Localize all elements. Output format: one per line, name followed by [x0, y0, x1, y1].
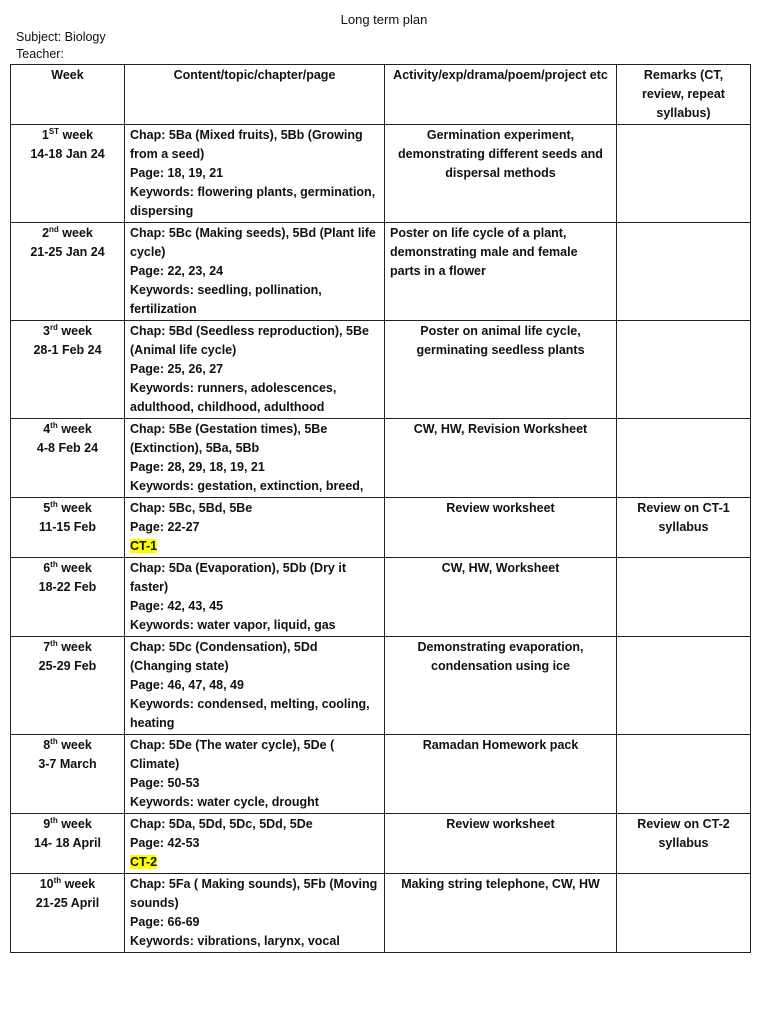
content-line: Chap: 5Da (Evaporation), 5Db (Dry it faster) [130, 561, 346, 594]
content-line: Page: 46, 47, 48, 49 [130, 678, 244, 692]
content-line: Chap: 5Bc, 5Bd, 5Be [130, 501, 253, 515]
week-dates: 14- 18 April [34, 836, 101, 850]
week-label [16, 875, 119, 894]
content-line: Chap: 5Da, 5Dd, 5Dc, 5Dd, 5De [130, 817, 313, 831]
week-ordinal-suffix: th [50, 421, 58, 430]
week-dates: 18-22 Feb [38, 580, 97, 594]
activity-cell: Poster on animal life cycle, germinating seedless plants [385, 321, 617, 419]
class-test-badge: CT-2 [130, 855, 158, 869]
content-line: Page: 66-69 [130, 915, 200, 929]
activity-cell: Review worksheet [385, 498, 617, 558]
week-number: 3 [42, 324, 50, 338]
content-line: Page: 28, 29, 18, 19, 21 [130, 460, 265, 474]
table-header-row [11, 65, 751, 125]
table-row [11, 814, 751, 874]
content-cell [125, 558, 385, 637]
content-line: Keywords: flowering plants, germination, dispersing [130, 185, 376, 218]
content-cell [125, 223, 385, 321]
header-activity: Activity/exp/drama/poem/project etc [385, 65, 617, 125]
class-test-badge: CT-1 [130, 539, 158, 553]
activity-cell: Demonstrating evaporation, condensation using ice [385, 637, 617, 735]
week-word: week [57, 561, 92, 575]
table-row [11, 321, 751, 419]
week-word: week [58, 226, 93, 240]
content-cell [125, 735, 385, 814]
week-word: week [59, 128, 94, 142]
remarks-cell [617, 125, 751, 223]
week-number: 8 [43, 738, 51, 752]
week-label [16, 559, 119, 578]
content-line: Keywords: condensed, melting, cooling, heating [130, 697, 370, 730]
content-line: Page: 22, 23, 24 [130, 264, 224, 278]
content-cell [125, 125, 385, 223]
week-number: 4 [43, 422, 51, 436]
week-word: week [61, 877, 96, 891]
remarks-cell [617, 558, 751, 637]
table-row [11, 558, 751, 637]
activity-cell: Poster on life cycle of a plant, demonstrating male and female parts in a flower [385, 223, 617, 321]
remarks-cell: Review on CT-2 syllabus [617, 814, 751, 874]
week-cell [11, 558, 125, 637]
week-label [16, 736, 119, 755]
table-row [11, 498, 751, 558]
week-dates: 11-15 Feb [39, 520, 96, 534]
week-dates: 3-7 March [38, 757, 97, 771]
content-line: Keywords: water cycle, drought [130, 795, 319, 809]
content-line: Page: 18, 19, 21 [130, 166, 224, 180]
content-line: Chap: 5Bd (Seedless reproduction), 5Be (Animal life cycle) [130, 324, 369, 357]
week-ordinal-suffix: th [50, 639, 58, 648]
remarks-cell [617, 874, 751, 953]
content-cell [125, 637, 385, 735]
week-cell [11, 498, 125, 558]
week-number: 5 [43, 501, 51, 515]
content-cell [125, 498, 385, 558]
week-label [16, 815, 119, 834]
table-body [11, 125, 751, 953]
week-word: week [57, 817, 92, 831]
week-dates: 4-8 Feb 24 [36, 441, 99, 455]
long-term-plan-table [10, 64, 751, 953]
week-dates: 21-25 April [35, 896, 100, 910]
content-cell [125, 814, 385, 874]
content-line: Chap: 5Dc (Condensation), 5Dd (Changing state) [130, 640, 318, 673]
week-dates: 28-1 Feb 24 [33, 343, 102, 357]
remarks-cell: Review on CT-1 syllabus [617, 498, 751, 558]
remarks-cell [617, 735, 751, 814]
table-row [11, 874, 751, 953]
content-cell [125, 321, 385, 419]
content-line: Page: 42, 43, 45 [130, 599, 224, 613]
week-number: 9 [43, 817, 51, 831]
activity-cell: CW, HW, Worksheet [385, 558, 617, 637]
table-row [11, 419, 751, 498]
week-cell [11, 223, 125, 321]
week-number: 6 [43, 561, 51, 575]
week-ordinal-suffix: th [50, 500, 58, 509]
remarks-cell [617, 321, 751, 419]
week-label [16, 126, 119, 145]
content-line: Page: 25, 26, 27 [130, 362, 224, 376]
content-cell [125, 874, 385, 953]
week-word: week [57, 422, 92, 436]
week-cell [11, 735, 125, 814]
week-number: 7 [43, 640, 51, 654]
content-line: Keywords: runners, adolescences, adulthood, childhood, adulthood [130, 381, 337, 414]
week-ordinal-suffix: th [53, 876, 62, 885]
activity-cell: Review worksheet [385, 814, 617, 874]
week-ordinal-suffix: th [50, 560, 58, 569]
header-remarks: Remarks (CT, review, repeat syllabus) [617, 65, 751, 125]
week-word: week [57, 640, 92, 654]
content-cell [125, 419, 385, 498]
header-content: Content/topic/chapter/page [125, 65, 385, 125]
week-label [16, 638, 119, 657]
activity-cell: CW, HW, Revision Worksheet [385, 419, 617, 498]
content-line: Keywords: gestation, extinction, breed, [130, 479, 364, 493]
content-line: Page: 42-53 [130, 836, 200, 850]
header-week: Week [11, 65, 125, 125]
table-row [11, 735, 751, 814]
content-line: Keywords: seedling, pollination, fertilization [130, 283, 322, 316]
week-word: week [57, 738, 92, 752]
week-word: week [57, 501, 92, 515]
content-line: Chap: 5Bc (Making seeds), 5Bd (Plant life cycle) [130, 226, 376, 259]
content-line: Page: 50-53 [130, 776, 200, 790]
week-dates: 25-29 Feb [38, 659, 97, 673]
week-cell [11, 874, 125, 953]
document-title: Long term plan [340, 12, 428, 27]
content-line: Chap: 5De (The water cycle), 5De ( Climate) [130, 738, 335, 771]
content-line: Keywords: water vapor, liquid, gas [130, 618, 336, 632]
table-row [11, 125, 751, 223]
week-cell [11, 419, 125, 498]
week-ordinal-suffix: rd [49, 323, 58, 332]
week-ordinal-suffix: th [50, 737, 58, 746]
week-number: 2 [42, 226, 50, 240]
week-ordinal-suffix: ST [48, 127, 60, 136]
activity-cell: Germination experiment, demonstrating different seeds and dispersal methods [385, 125, 617, 223]
remarks-cell [617, 223, 751, 321]
subject-line: Subject: Biology [16, 30, 106, 44]
week-number: 10 [39, 877, 54, 891]
activity-cell: Ramadan Homework pack [385, 735, 617, 814]
content-line: Keywords: vibrations, larynx, vocal [130, 934, 340, 948]
table-row [11, 637, 751, 735]
content-line: Page: 22-27 [130, 520, 200, 534]
content-line: Chap: 5Be (Gestation times), 5Be (Extinction), 5Ba, 5Bb [130, 422, 328, 455]
activity-cell: Making string telephone, CW, HW [385, 874, 617, 953]
remarks-cell [617, 637, 751, 735]
week-dates: 14-18 Jan 24 [30, 147, 105, 161]
table-row [11, 223, 751, 321]
content-line: Chap: 5Ba (Mixed fruits), 5Bb (Growing from a seed) [130, 128, 363, 161]
week-label [16, 420, 119, 439]
week-ordinal-suffix: th [50, 816, 58, 825]
week-word: week [57, 324, 92, 338]
week-dates: 21-25 Jan 24 [30, 245, 105, 259]
remarks-cell [617, 419, 751, 498]
content-line: Chap: 5Fa ( Making sounds), 5Fb (Moving sounds) [130, 877, 378, 910]
week-cell [11, 637, 125, 735]
teacher-line: Teacher: [16, 47, 64, 61]
week-label [16, 322, 119, 341]
week-label [16, 224, 119, 243]
week-cell [11, 814, 125, 874]
week-cell [11, 125, 125, 223]
week-number: 1 [41, 128, 49, 142]
week-ordinal-suffix: nd [49, 225, 59, 234]
week-cell [11, 321, 125, 419]
week-label [16, 499, 119, 518]
